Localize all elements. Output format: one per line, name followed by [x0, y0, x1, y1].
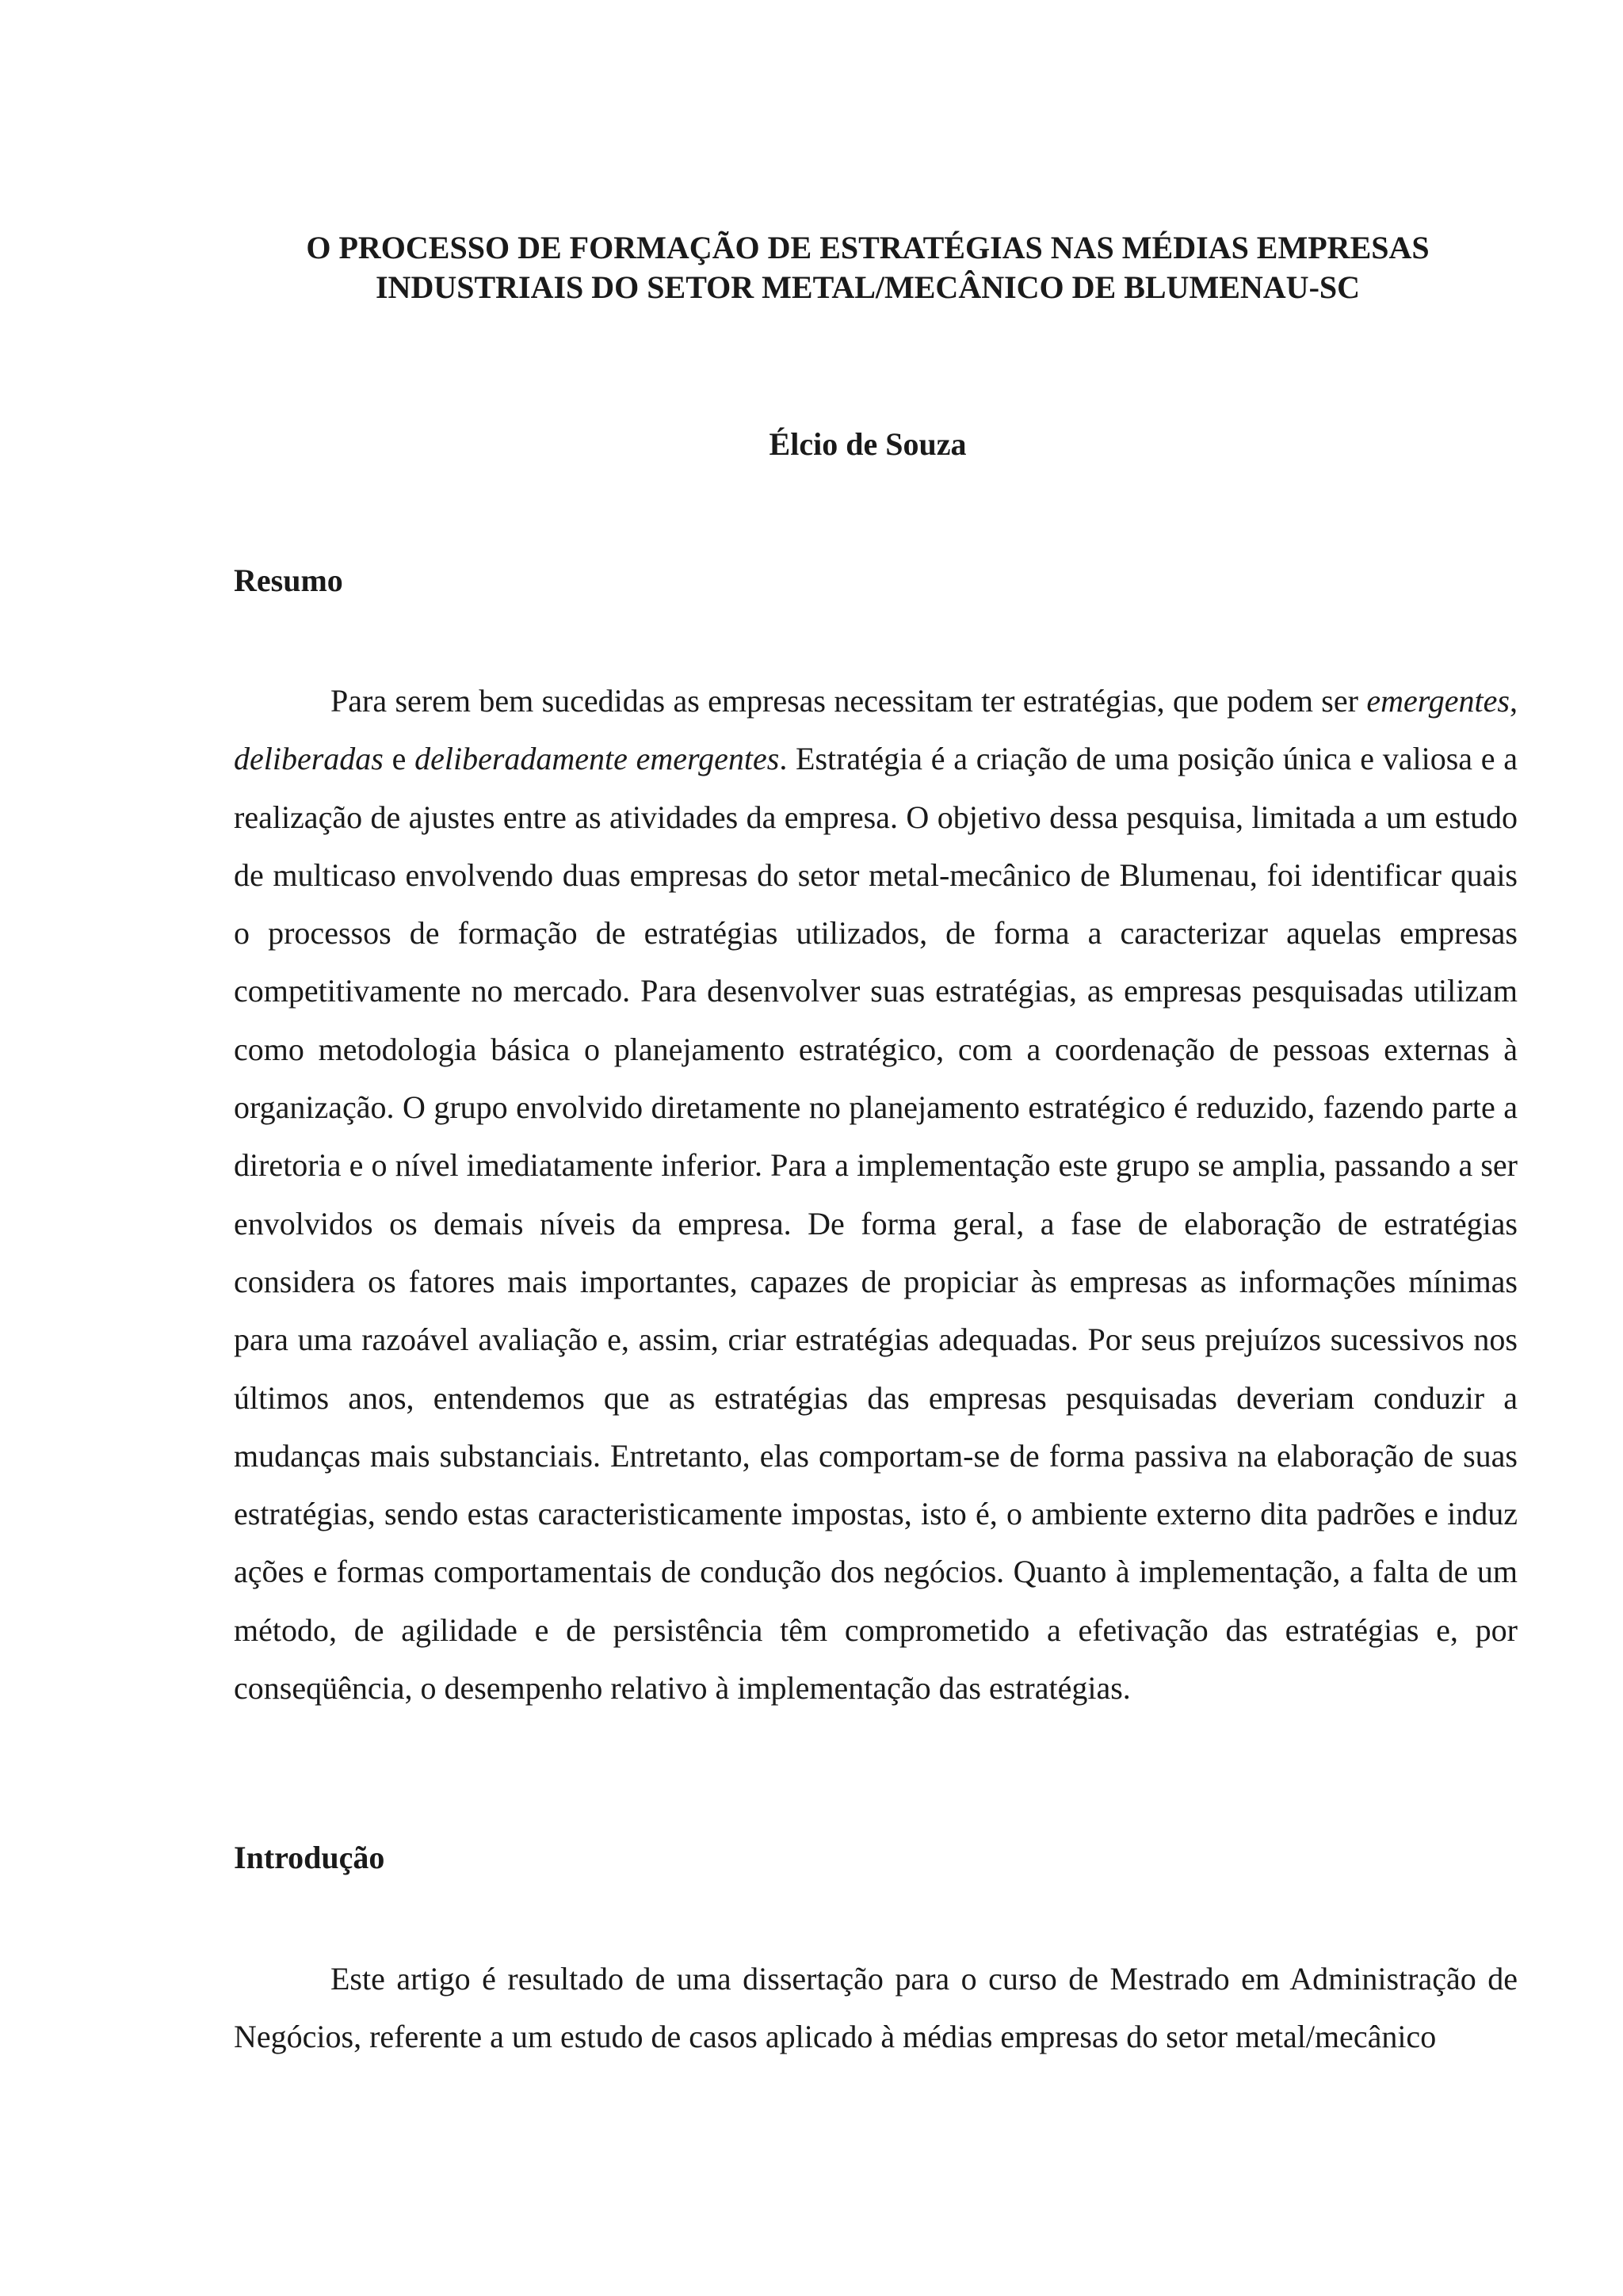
abstract-term-deliberadamente-emergentes: deliberadamente emergentes — [414, 741, 780, 777]
abstract-paragraph — [234, 672, 1518, 1717]
paper-title-line-1: O PROCESSO DE FORMAÇÃO DE ESTRATÉGIAS NAS MÉDIAS EMPRESAS — [306, 230, 1430, 265]
introduction-paragraph: Este artigo é resultado de uma dissertação para o curso de Mestrado em Administração de Negócios, referente a um estudo de casos aplicado à médias empresas do setor metal/mecânico — [234, 1961, 1518, 2055]
author-name: Élcio de Souza — [769, 426, 967, 462]
abstract-term-emergentes: emergentes — [1366, 683, 1510, 719]
introduction-heading: Introdução — [234, 1840, 385, 1875]
abstract-term-deliberadas: deliberadas — [234, 741, 384, 777]
abstract-text-4: . Estratégia é a criação de uma posição única e valiosa e a realização de ajustes entre as atividades da empresa. O objetivo dessa pesquisa, limitada a um estudo de multicaso envolvendo duas empresas do setor metal-mecânico de Blumenau, foi identificar quais o processos de formação de estratégias utilizados, de forma a caracterizar aquelas empresas competitivamente no mercado. Para desenvolver suas estratégias, as empresas pesquisadas utilizam como metodologia básica o planejamento estratégico, com a coordenação de pessoas externas à organização. O grupo envolvido diretamente no planejamento estratégico é reduzido, fazendo parte a diretoria e o nível imediatamente inferior. Para a implementação este grupo se amplia, passando a ser envolvidos os demais níveis da empresa. De forma geral, a fase de elaboração de estratégias considera os fatores mais importantes, capazes de propiciar às empresas as informações mínimas para uma razoável avaliação e, assim, criar estratégias adequadas. Por seus prejuízos sucessivos nos últimos anos, entendemos que as estratégias das empresas pesquisadas deveriam conduzir a mudanças mais substanciais. Entretanto, elas comportam-se de forma passiva na elaboração de suas estratégias, sendo estas caracteristicamente impostas, isto é, o ambiente externo dita padrões e induz ações e formas comportamentais de condução dos negócios. Quanto à implementação, a falta de um método, de agilidade e de persistência têm comprometido a efetivação das estratégias e, por conseqüência, o desempenho relativo à implementação das estratégias. — [234, 741, 1518, 1707]
abstract-heading: Resumo — [234, 563, 343, 598]
abstract-text-2: , — [1510, 683, 1518, 719]
paper-title — [234, 228, 1502, 307]
abstract-text-1: Para serem bem sucedidas as empresas necessitam ter estratégias, que podem ser — [330, 683, 1367, 719]
paper-title-line-2: INDUSTRIAIS DO SETOR METAL/MECÂNICO DE BLUMENAU-SC — [375, 269, 1361, 305]
abstract-text-3: e — [383, 741, 415, 777]
